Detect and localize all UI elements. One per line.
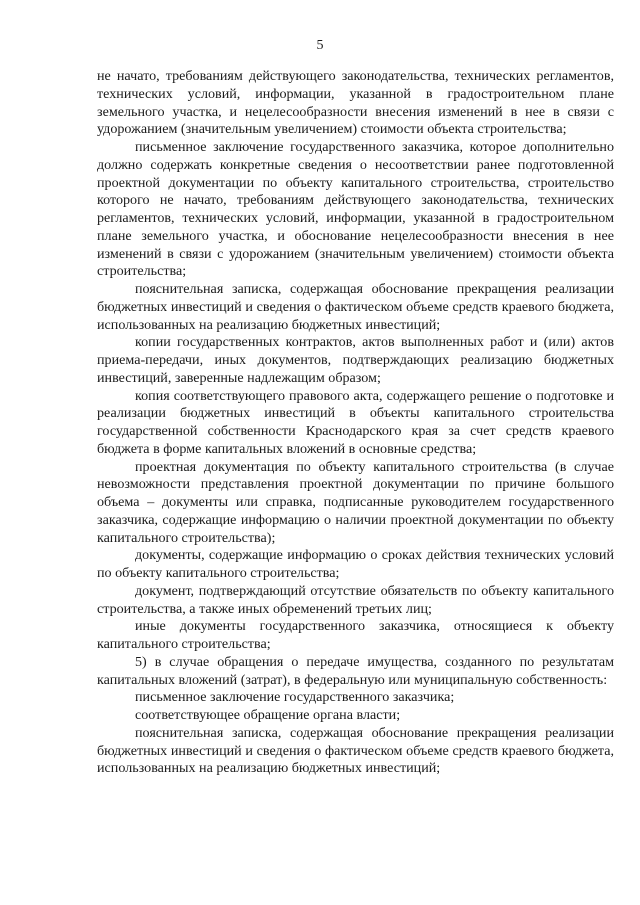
paragraph: не начато, требованиям действующего законодательства, технических регламентов, технических условий, информации, указанной в градостроительном плане земельного участка, и нецелесообразности внесения изменений в нее в связи с удорожанием (значительным увеличением) стоимости объекта строительства;	[97, 68, 614, 138]
paragraph: проектная документация по объекту капитального строительства (в случае невозможности представления проектной документации по причине большого объема – документы или справка, подписанные руководителем государственного заказчика, содержащие информацию о наличии проектной документации по объекту капитального строительства);	[97, 458, 614, 546]
paragraph: документы, содержащие информацию о сроках действия технических условий по объекту капитального строительства;	[97, 547, 614, 581]
paragraph: иные документы государственного заказчика, относящиеся к объекту капитального строительства;	[97, 618, 614, 652]
paragraph: документ, подтверждающий отсутствие обязательств по объекту капитального строительства, а также иных обременений третьих лиц;	[97, 582, 614, 617]
paragraph: копия соответствующего правового акта, содержащего решение о подготовке и реализации бюджетных инвестиций в объекты капитального строительства государственной собственности Краснодарского края за счет средств краевого бюджета в форме капитальных вложений в основные средства;	[97, 387, 614, 457]
paragraph: письменное заключение государственного заказчика;	[135, 689, 455, 706]
paragraph: письменное заключение государственного заказчика, которое дополнительно должно содержать конкретные сведения о несоответствии ранее подготовленной проектной документации по объекту капитального строительства, строительство которого не начато, требованиям действующего законодательства, технических регламентов, технических условий, информации, указанной в градостроительном плане земельного участка, и обоснование нецелесообразности внесения в нее изменений в связи с удорожанием (значительным увеличением) стоимости объекта строительства;	[97, 139, 614, 280]
paragraph: пояснительная записка, содержащая обоснование прекращения реализации бюджетных инвестиций и сведения о фактическом объеме средств краевого бюджета, использованных на реализацию бюджетных инвестиций;	[97, 281, 614, 333]
paragraph: соответствующее обращение органа власти;	[135, 707, 401, 723]
paragraph: 5) в случае обращения о передаче имущества, созданного по результатам капитальных вложений (затрат), в федеральную или муниципальную собственность:	[97, 653, 614, 688]
paragraph: пояснительная записка, содержащая обоснование прекращения реализации бюджетных инвестиций и сведения о фактическом объеме средств краевого бюджета, использованных на реализацию бюджетных инвестиций;	[97, 724, 614, 777]
paragraph: копии государственных контрактов, актов выполненных работ и (или) актов приема-передачи, иных документов, подтверждающих реализацию бюджетных инвестиций, заверенные надлежащим образом;	[97, 334, 614, 386]
page-number: 5	[316, 38, 324, 53]
document-body	[97, 68, 614, 778]
